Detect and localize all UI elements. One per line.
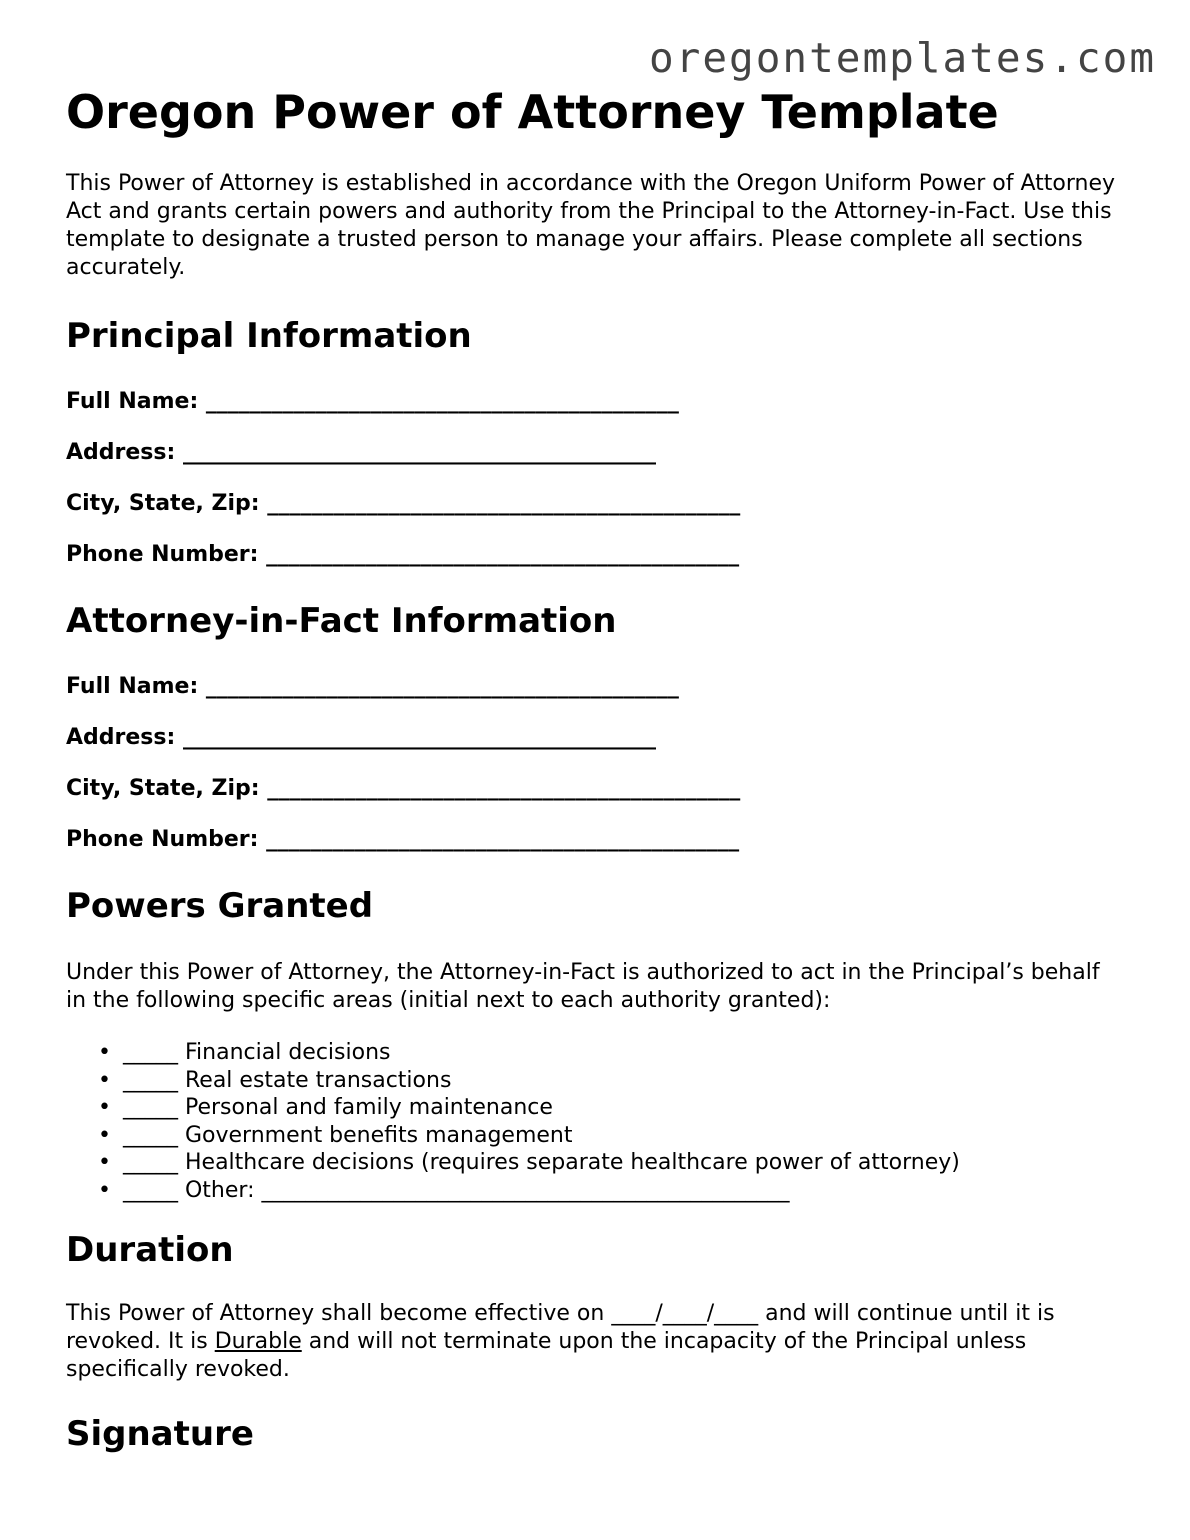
attorney-city-state-zip-field[interactable]: City, State, Zip: ___________________________________________: [66, 776, 741, 801]
powers-heading: Powers Granted: [66, 886, 374, 926]
duration-text-start: This Power of Attorney shall become effective on: [66, 1301, 612, 1326]
bullet-icon: •: [98, 1095, 111, 1120]
duration-heading: Duration: [66, 1230, 234, 1270]
bullet-icon: •: [98, 1177, 111, 1203]
powers-intro: Under this Power of Attorney, the Attorney-in-Fact is authorized to act in the Principal’s behalf in the following specific areas (initial next to each authority granted):: [66, 960, 1100, 1013]
bullet-icon: •: [98, 1040, 111, 1065]
bullet-icon: •: [98, 1150, 111, 1175]
duration-text-end: and will not terminate upon the incapacity of the Principal unless specifically revoked.: [66, 1329, 1027, 1382]
duration-paragraph: [66, 1300, 1126, 1384]
signature-heading: Signature: [66, 1414, 254, 1454]
attorney-heading: Attorney-in-Fact Information: [66, 601, 617, 641]
power-item-label: _____ Real estate transactions: [123, 1067, 452, 1093]
principal-city-state-zip-field[interactable]: City, State, Zip: ___________________________________________: [66, 491, 741, 516]
power-item-label: _____ Financial decisions: [123, 1040, 391, 1065]
power-item-label: _____ Other: ________________________________________________: [123, 1177, 790, 1203]
power-item-healthcare[interactable]: [66, 1149, 1126, 1177]
duration-text-middle: and will continue until it is revoked. It is: [66, 1301, 1055, 1354]
power-item-label: _____ Healthcare decisions (requires separate healthcare power of attorney): [123, 1150, 960, 1175]
intro-paragraph: This Power of Attorney is established in accordance with the Oregon Uniform Power of Attorney Act and grants certain powers and authority from the Principal to the Attorney-in-Fact. Use this template to designate a trusted person to manage your affairs. Please complete all sections accurately.: [66, 171, 1116, 280]
bullet-icon: •: [98, 1122, 111, 1148]
power-item-personal-family[interactable]: [66, 1094, 1126, 1122]
powers-list: [66, 1039, 1126, 1204]
power-item-label: _____ Personal and family maintenance: [123, 1095, 553, 1120]
attorney-phone-field[interactable]: Phone Number: ___________________________________________: [66, 827, 740, 852]
durable-term: Durable: [214, 1329, 302, 1354]
principal-address-field[interactable]: Address: ___________________________________________: [66, 440, 656, 465]
power-item-government-benefits[interactable]: [66, 1122, 1126, 1150]
attorney-full-name-field[interactable]: Full Name: ___________________________________________: [66, 674, 679, 699]
document-page: [66, 82, 1126, 1456]
power-item-label: _____ Government benefits management: [123, 1122, 573, 1148]
attorney-address-field[interactable]: Address: ___________________________________________: [66, 725, 656, 750]
site-brand: oregontemplates.com: [649, 34, 1156, 82]
principal-heading: Principal Information: [66, 316, 472, 356]
bullet-icon: •: [98, 1067, 111, 1093]
power-item-other[interactable]: [66, 1177, 1126, 1205]
document-title: Oregon Power of Attorney Template: [66, 85, 999, 139]
principal-phone-field[interactable]: Phone Number: ___________________________________________: [66, 542, 740, 567]
power-item-financial[interactable]: [66, 1039, 1126, 1067]
effective-date-field[interactable]: ____/____/____: [611, 1301, 759, 1326]
principal-full-name-field[interactable]: Full Name: ___________________________________________: [66, 389, 679, 414]
power-item-real-estate[interactable]: [66, 1067, 1126, 1095]
